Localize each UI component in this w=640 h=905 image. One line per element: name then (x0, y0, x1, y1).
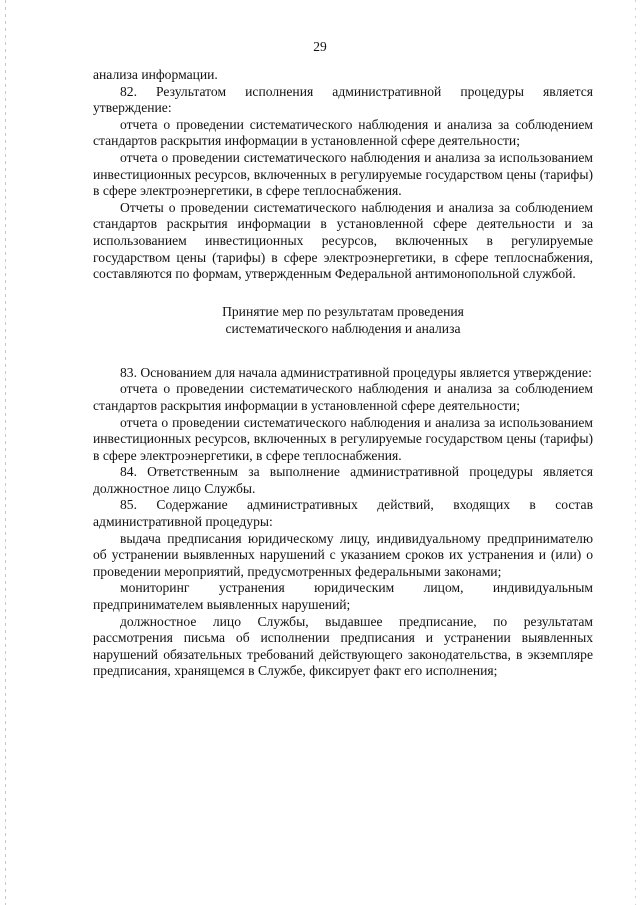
section-heading-line-2: систематического наблюдения и анализа (225, 320, 461, 336)
paragraph: выдача предписания юридическому лицу, индивидуальному предпринимателю об устранении выявленных нарушений с указанием сроков их устранения и (или) о проведении мероприятий, предусмотренных федеральными законами; (93, 530, 593, 579)
paragraph-85: 85. Содержание административных действий, входящих в состав административной процедуры: (93, 497, 593, 530)
section-heading-line-1: Принятие мер по результатам проведения (222, 303, 464, 319)
paragraph: отчета о проведении систематического наблюдения и анализа за соблюдением стандартов раскрытия информации в установленной сфере деятельности; (93, 381, 593, 413)
paragraph: отчета о проведении систематического наблюдения и анализа за использованием инвестиционных ресурсов, включенных в регулируемые государством цены (тарифы) в сфере электроэнергетики, в сфере теплоснабжения. (93, 149, 593, 199)
paragraph-84: 84. Ответственным за выполнение административной процедуры является должностное лицо Службы. (93, 464, 593, 496)
paragraph: отчета о проведении систематического наблюдения и анализа за использованием инвестиционных ресурсов, включенных в регулируемые государством цены (тарифы) в сфере электроэнергетики, в сфере теплоснабжения. (93, 414, 593, 463)
paragraph: должностное лицо Службы, выдавшее предписание, по результатам рассмотрения письма об исполнении предписания и устранении выявленных нарушений обязательных требований действующего законодательства, в экземпляре предписания, хранящемся в Службе, фиксирует факт его исполнения; (93, 613, 593, 679)
paragraph: мониторинг устранения юридическим лицом, индивидуальным предпринимателем выявленных нарушений; (93, 580, 593, 613)
document-body (93, 67, 593, 680)
paragraph-82: 82. Результатом исполнения административной процедуры является утверждение: (93, 83, 593, 116)
page-number: 29 (313, 39, 327, 54)
paragraph: анализа информации. (93, 67, 218, 82)
section-heading (93, 303, 593, 337)
scan-edge-left (5, 0, 6, 905)
scan-edge-right (635, 0, 636, 905)
paragraph-83: 83. Основанием для начала административной процедуры является утверждение: (120, 364, 592, 380)
paragraph: Отчеты о проведении систематического наблюдения и анализа за соблюдением стандартов раскрытия информации в установленной сфере деятельности и за использованием инвестиционных ресурсов, включенных в регулируемые государством цены (тарифы) в сфере электроэнергетики, в сфере теплоснабжения, составляются по формам, утвержденным Федеральной антимонопольной службой. (93, 199, 593, 282)
paragraph: отчета о проведении систематического наблюдения и анализа за соблюдением стандартов раскрытия информации в установленной сфере деятельности; (93, 116, 593, 149)
